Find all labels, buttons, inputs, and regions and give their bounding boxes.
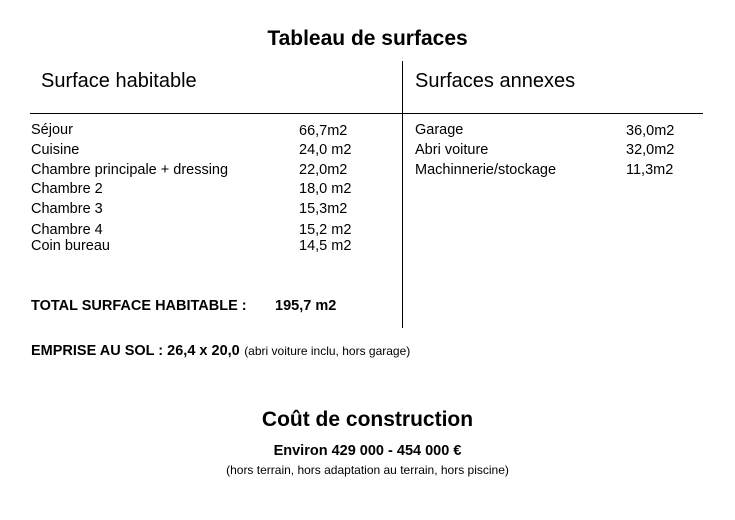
habitable-row-value: 14,5 m2 bbox=[299, 238, 352, 254]
page-title: Tableau de surfaces bbox=[267, 27, 468, 50]
habitable-row-value: 15,3m2 bbox=[299, 201, 348, 217]
header-divider bbox=[30, 113, 703, 114]
habitable-row-value: 18,0 m2 bbox=[299, 181, 352, 197]
habitable-row-label: Chambre 2 bbox=[31, 181, 103, 197]
habitable-heading: Surface habitable bbox=[41, 70, 197, 92]
habitable-row-value: 66,7m2 bbox=[299, 123, 348, 139]
habitable-row-value: 22,0m2 bbox=[299, 162, 348, 178]
habitable-row-label: Chambre 3 bbox=[31, 201, 103, 217]
annexes-row-value: 32,0m2 bbox=[626, 142, 675, 158]
habitable-row-label: Cuisine bbox=[31, 142, 80, 158]
column-divider bbox=[402, 61, 403, 328]
annexes-heading: Surfaces annexes bbox=[415, 70, 576, 92]
cost-amount: Environ 429 000 - 454 000 € bbox=[273, 443, 462, 459]
emprise-line bbox=[31, 342, 410, 360]
total-surface-label: TOTAL SURFACE HABITABLE : bbox=[31, 298, 247, 314]
cost-note: (hors terrain, hors adaptation au terrain, hors piscine) bbox=[226, 463, 509, 477]
annexes-row-label: Garage bbox=[415, 122, 464, 138]
annexes-row-value: 11,3m2 bbox=[626, 162, 674, 178]
annexes-row-value: 36,0m2 bbox=[626, 123, 675, 139]
habitable-row-label: Coin bureau bbox=[31, 238, 110, 254]
habitable-row-label: Séjour bbox=[31, 122, 73, 138]
cost-title: Coût de construction bbox=[261, 408, 474, 431]
habitable-row-label: Chambre principale + dressing bbox=[31, 162, 229, 178]
total-surface-value: 195,7 m2 bbox=[275, 298, 337, 314]
emprise-label: EMPRISE AU SOL : 26,4 x 20,0 bbox=[31, 343, 240, 359]
annexes-row-label: Machinnerie/stockage bbox=[415, 162, 557, 178]
emprise-note: (abri voiture inclu, hors garage) bbox=[244, 344, 411, 358]
habitable-row-value: 24,0 m2 bbox=[299, 142, 352, 158]
habitable-row-label: Chambre 4 bbox=[31, 222, 103, 238]
annexes-row-label: Abri voiture bbox=[415, 142, 489, 158]
habitable-row-value: 15,2 m2 bbox=[299, 222, 352, 238]
